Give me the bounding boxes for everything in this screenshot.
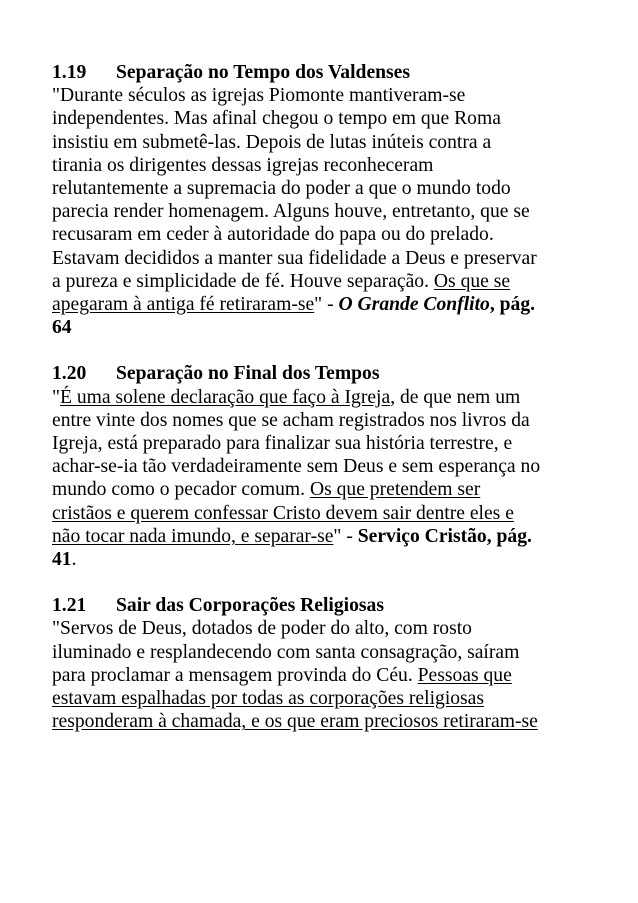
text-line bbox=[52, 293, 588, 316]
source-page: , pág. bbox=[489, 294, 536, 316]
underlined-text: apegaram à antiga fé retiraram-se bbox=[52, 294, 315, 316]
text-run: , de que nem um bbox=[390, 386, 521, 408]
quote-paragraph bbox=[52, 386, 588, 572]
text-line bbox=[52, 687, 588, 710]
section-1-19 bbox=[52, 61, 588, 339]
text-run: a pureza e simplicidade de fé. Houve separação. bbox=[52, 270, 434, 292]
text-run: para proclamar a mensagem provinda do Céu. bbox=[52, 664, 418, 686]
text-line: tirania os dirigentes dessas igrejas reconheceram bbox=[52, 154, 434, 176]
text-line: recusaram em ceder à autoridade do papa ou do prelado. bbox=[52, 224, 494, 246]
text-line bbox=[52, 478, 588, 501]
text-line: iluminado e resplandecendo com santa consagração, saíram bbox=[52, 641, 520, 663]
text-line: parecia render homenagem. Alguns houve, entretanto, que se bbox=[52, 201, 530, 223]
section-heading bbox=[52, 61, 588, 84]
section-number: 1.20 bbox=[52, 363, 87, 385]
text-line: "Durante séculos as igrejas Piomonte mantiveram-se bbox=[52, 85, 466, 107]
text-run: " - bbox=[333, 525, 358, 547]
section-heading bbox=[52, 594, 588, 617]
source-page-number: 41 bbox=[52, 549, 72, 571]
text-run: . bbox=[71, 549, 77, 571]
text-line bbox=[52, 525, 588, 548]
section-title: Separação no Final dos Tempos bbox=[116, 363, 380, 385]
underlined-text: É uma solene declaração que faço à Igreja bbox=[60, 386, 391, 408]
section-title: Sair das Corporações Religiosas bbox=[116, 595, 384, 617]
section-number: 1.21 bbox=[52, 595, 87, 617]
text-line: achar-se-ia tão verdadeiramente sem Deus e sem esperança no bbox=[52, 456, 541, 478]
text-run: " - bbox=[314, 294, 339, 316]
underlined-text: estavam espalhadas por todas as corporações religiosas bbox=[52, 688, 485, 710]
underlined-text: cristãos e querem confessar Cristo devem sair dentre eles e bbox=[52, 502, 514, 524]
section-1-20 bbox=[52, 362, 588, 571]
quote-paragraph bbox=[52, 84, 588, 339]
underlined-text: não tocar nada imundo, e separar-se bbox=[52, 525, 334, 547]
text-line bbox=[52, 664, 588, 687]
text-line: insistiu em submetê-las. Depois de lutas inúteis contra a bbox=[52, 131, 492, 153]
section-number: 1.19 bbox=[52, 62, 87, 83]
section-1-21 bbox=[52, 594, 588, 733]
section-title: Separação no Tempo dos Valdenses bbox=[116, 62, 410, 83]
text-line: "Servos de Deus, dotados de poder do alto, com rosto bbox=[52, 618, 472, 640]
text-line bbox=[52, 316, 588, 339]
text-run: " bbox=[52, 386, 60, 408]
text-line bbox=[52, 710, 588, 733]
section-heading bbox=[52, 362, 588, 385]
text-line bbox=[52, 502, 588, 525]
text-line: entre vinte dos nomes que se acham registrados nos livros da bbox=[52, 409, 530, 431]
underlined-text: responderam à chamada, e os que eram preciosos retiraram-se bbox=[52, 711, 538, 733]
underlined-text: Os que pretendem ser bbox=[309, 479, 481, 501]
underlined-text: Os que se bbox=[433, 270, 511, 292]
text-line bbox=[52, 386, 588, 409]
text-line: Igreja, está preparado para finalizar sua história terrestre, e bbox=[52, 433, 513, 455]
text-line: Estavam decididos a manter sua fidelidade a Deus e preservar bbox=[52, 247, 537, 269]
text-line bbox=[52, 270, 588, 293]
source-page-number: 64 bbox=[52, 317, 72, 339]
text-line: relutantemente a supremacia do poder a que o mundo todo bbox=[52, 178, 511, 200]
source-title: Serviço Cristão, pág. bbox=[357, 525, 532, 547]
text-line bbox=[52, 548, 588, 571]
text-run: mundo como o pecador comum. bbox=[52, 479, 310, 501]
quote-paragraph bbox=[52, 617, 588, 733]
underlined-text: Pessoas que bbox=[417, 664, 512, 686]
text-line: independentes. Mas afinal chegou o tempo em que Roma bbox=[52, 108, 501, 130]
source-title: O Grande Conflito bbox=[338, 294, 490, 316]
